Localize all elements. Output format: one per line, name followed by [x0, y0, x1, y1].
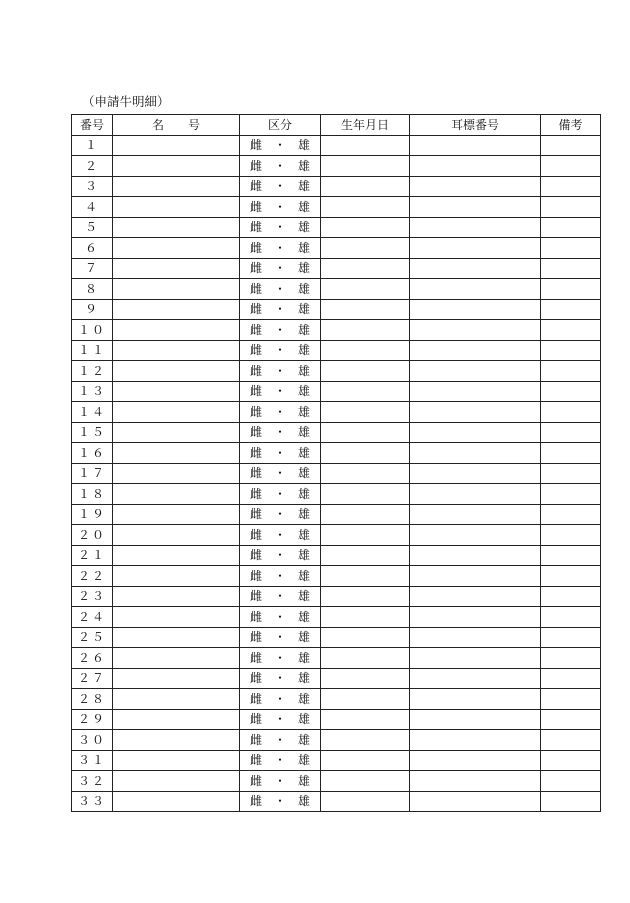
ear-tag-cell[interactable]: [410, 607, 541, 628]
table-row: [72, 525, 601, 546]
birth-date-cell[interactable]: [321, 340, 410, 361]
birth-date-cell[interactable]: [321, 361, 410, 382]
birth-date-cell[interactable]: [321, 156, 410, 177]
row-number: １６: [72, 443, 113, 464]
sex-choice-cell[interactable]: 雌 ・ 雄: [240, 627, 321, 648]
birth-date-cell[interactable]: [321, 525, 410, 546]
birth-date-cell[interactable]: [321, 463, 410, 484]
sex-choice-cell[interactable]: 雌 ・ 雄: [240, 443, 321, 464]
header-birth-date: 生年月日: [321, 115, 410, 136]
birth-date-cell[interactable]: [321, 484, 410, 505]
header-name: 名 号: [113, 115, 240, 136]
birth-date-cell[interactable]: [321, 217, 410, 238]
birth-date-cell[interactable]: [321, 750, 410, 771]
table-row: [72, 791, 601, 812]
table-row: [72, 689, 601, 710]
table-row: [72, 402, 601, 423]
table-row: [72, 627, 601, 648]
ear-tag-cell[interactable]: [410, 361, 541, 382]
ear-tag-cell[interactable]: [410, 381, 541, 402]
name-cell[interactable]: [113, 627, 240, 648]
table-row: [72, 217, 601, 238]
name-cell[interactable]: [113, 402, 240, 423]
ear-tag-cell[interactable]: [410, 586, 541, 607]
birth-date-cell[interactable]: [321, 545, 410, 566]
name-cell[interactable]: [113, 340, 240, 361]
row-number: ５: [72, 217, 113, 238]
sex-choice-cell[interactable]: 雌 ・ 雄: [240, 689, 321, 710]
remarks-cell[interactable]: [541, 402, 601, 423]
remarks-cell[interactable]: [541, 463, 601, 484]
name-cell[interactable]: [113, 176, 240, 197]
ear-tag-cell[interactable]: [410, 730, 541, 751]
name-cell[interactable]: [113, 689, 240, 710]
birth-date-cell[interactable]: [321, 320, 410, 341]
ear-tag-cell[interactable]: [410, 525, 541, 546]
birth-date-cell[interactable]: [321, 443, 410, 464]
table-row: [72, 197, 601, 218]
sex-choice-cell[interactable]: 雌 ・ 雄: [240, 176, 321, 197]
sex-choice-cell[interactable]: 雌 ・ 雄: [240, 156, 321, 177]
remarks-cell[interactable]: [541, 299, 601, 320]
row-number: １: [72, 135, 113, 156]
ear-tag-cell[interactable]: [410, 176, 541, 197]
birth-date-cell[interactable]: [321, 299, 410, 320]
table-row: [72, 422, 601, 443]
row-number: ２０: [72, 525, 113, 546]
ear-tag-cell[interactable]: [410, 750, 541, 771]
sex-choice-cell[interactable]: 雌 ・ 雄: [240, 607, 321, 628]
remarks-cell[interactable]: [541, 156, 601, 177]
remarks-cell[interactable]: [541, 361, 601, 382]
row-number: １２: [72, 361, 113, 382]
sex-choice-cell[interactable]: 雌 ・ 雄: [240, 197, 321, 218]
sex-choice-cell[interactable]: 雌 ・ 雄: [240, 361, 321, 382]
name-cell[interactable]: [113, 750, 240, 771]
remarks-cell[interactable]: [541, 320, 601, 341]
row-number: ２９: [72, 709, 113, 730]
row-number: １３: [72, 381, 113, 402]
row-number: １９: [72, 504, 113, 525]
ear-tag-cell[interactable]: [410, 689, 541, 710]
birth-date-cell[interactable]: [321, 504, 410, 525]
ear-tag-cell[interactable]: [410, 566, 541, 587]
sex-choice-cell[interactable]: 雌 ・ 雄: [240, 217, 321, 238]
name-cell[interactable]: [113, 299, 240, 320]
birth-date-cell[interactable]: [321, 402, 410, 423]
name-cell[interactable]: [113, 566, 240, 587]
sex-choice-cell[interactable]: 雌 ・ 雄: [240, 771, 321, 792]
remarks-cell[interactable]: [541, 791, 601, 812]
row-number: ２７: [72, 668, 113, 689]
remarks-cell[interactable]: [541, 586, 601, 607]
row-number: ２６: [72, 648, 113, 669]
name-cell[interactable]: [113, 217, 240, 238]
remarks-cell[interactable]: [541, 750, 601, 771]
birth-date-cell[interactable]: [321, 771, 410, 792]
birth-date-cell[interactable]: [321, 381, 410, 402]
row-number: １１: [72, 340, 113, 361]
table-row: [72, 709, 601, 730]
name-cell[interactable]: [113, 135, 240, 156]
table-row: [72, 320, 601, 341]
table-row: [72, 730, 601, 751]
sex-choice-cell[interactable]: 雌 ・ 雄: [240, 299, 321, 320]
name-cell[interactable]: [113, 607, 240, 628]
remarks-cell[interactable]: [541, 176, 601, 197]
birth-date-cell[interactable]: [321, 689, 410, 710]
header-category: 区分: [240, 115, 321, 136]
name-cell[interactable]: [113, 791, 240, 812]
sex-choice-cell[interactable]: 雌 ・ 雄: [240, 279, 321, 300]
ear-tag-cell[interactable]: [410, 648, 541, 669]
ear-tag-cell[interactable]: [410, 238, 541, 259]
name-cell[interactable]: [113, 730, 240, 751]
birth-date-cell[interactable]: [321, 197, 410, 218]
sex-choice-cell[interactable]: 雌 ・ 雄: [240, 320, 321, 341]
sex-choice-cell[interactable]: 雌 ・ 雄: [240, 422, 321, 443]
row-number: ２１: [72, 545, 113, 566]
sex-choice-cell[interactable]: 雌 ・ 雄: [240, 238, 321, 259]
ear-tag-cell[interactable]: [410, 463, 541, 484]
ear-tag-cell[interactable]: [410, 258, 541, 279]
row-number: １８: [72, 484, 113, 505]
ear-tag-cell[interactable]: [410, 791, 541, 812]
row-number: ４: [72, 197, 113, 218]
row-number: １４: [72, 402, 113, 423]
birth-date-cell[interactable]: [321, 730, 410, 751]
ear-tag-cell[interactable]: [410, 340, 541, 361]
remarks-cell[interactable]: [541, 484, 601, 505]
name-cell[interactable]: [113, 525, 240, 546]
remarks-cell[interactable]: [541, 197, 601, 218]
table-row: [72, 648, 601, 669]
table-row: [72, 771, 601, 792]
sex-choice-cell[interactable]: 雌 ・ 雄: [240, 668, 321, 689]
application-cattle-table: [71, 114, 601, 812]
table-row: [72, 381, 601, 402]
ear-tag-cell[interactable]: [410, 668, 541, 689]
table-body: [72, 135, 601, 812]
name-cell[interactable]: [113, 156, 240, 177]
sex-choice-cell[interactable]: 雌 ・ 雄: [240, 648, 321, 669]
birth-date-cell[interactable]: [321, 279, 410, 300]
birth-date-cell[interactable]: [321, 627, 410, 648]
remarks-cell[interactable]: [541, 340, 601, 361]
sex-choice-cell[interactable]: 雌 ・ 雄: [240, 402, 321, 423]
remarks-cell[interactable]: [541, 607, 601, 628]
table-row: [72, 258, 601, 279]
name-cell[interactable]: [113, 545, 240, 566]
sex-choice-cell[interactable]: 雌 ・ 雄: [240, 463, 321, 484]
sex-choice-cell[interactable]: 雌 ・ 雄: [240, 791, 321, 812]
table-row: [72, 176, 601, 197]
row-number: １５: [72, 422, 113, 443]
name-cell[interactable]: [113, 668, 240, 689]
sex-choice-cell[interactable]: 雌 ・ 雄: [240, 586, 321, 607]
ear-tag-cell[interactable]: [410, 402, 541, 423]
remarks-cell[interactable]: [541, 258, 601, 279]
name-cell[interactable]: [113, 648, 240, 669]
table-row: [72, 750, 601, 771]
row-number: ２: [72, 156, 113, 177]
sex-choice-cell[interactable]: 雌 ・ 雄: [240, 484, 321, 505]
sex-choice-cell[interactable]: 雌 ・ 雄: [240, 340, 321, 361]
table-row: [72, 545, 601, 566]
remarks-cell[interactable]: [541, 545, 601, 566]
name-cell[interactable]: [113, 422, 240, 443]
remarks-cell[interactable]: [541, 422, 601, 443]
table-row: [72, 135, 601, 156]
birth-date-cell[interactable]: [321, 422, 410, 443]
remarks-cell[interactable]: [541, 443, 601, 464]
sex-choice-cell[interactable]: 雌 ・ 雄: [240, 545, 321, 566]
name-cell[interactable]: [113, 709, 240, 730]
name-cell[interactable]: [113, 771, 240, 792]
name-cell[interactable]: [113, 238, 240, 259]
birth-date-cell[interactable]: [321, 607, 410, 628]
remarks-cell[interactable]: [541, 238, 601, 259]
ear-tag-cell[interactable]: [410, 709, 541, 730]
ear-tag-cell[interactable]: [410, 156, 541, 177]
table-row: [72, 279, 601, 300]
ear-tag-cell[interactable]: [410, 320, 541, 341]
remarks-cell[interactable]: [541, 730, 601, 751]
ear-tag-cell[interactable]: [410, 443, 541, 464]
row-number: １７: [72, 463, 113, 484]
header-remarks: 備考: [541, 115, 601, 136]
ear-tag-cell[interactable]: [410, 279, 541, 300]
sex-choice-cell[interactable]: 雌 ・ 雄: [240, 730, 321, 751]
table-row: [72, 238, 601, 259]
table-row: [72, 607, 601, 628]
sex-choice-cell[interactable]: 雌 ・ 雄: [240, 504, 321, 525]
birth-date-cell[interactable]: [321, 586, 410, 607]
name-cell[interactable]: [113, 463, 240, 484]
remarks-cell[interactable]: [541, 504, 601, 525]
table-row: [72, 463, 601, 484]
sex-choice-cell[interactable]: 雌 ・ 雄: [240, 750, 321, 771]
row-number: ７: [72, 258, 113, 279]
row-number: ３０: [72, 730, 113, 751]
birth-date-cell[interactable]: [321, 238, 410, 259]
table-row: [72, 504, 601, 525]
remarks-cell[interactable]: [541, 135, 601, 156]
remarks-cell[interactable]: [541, 279, 601, 300]
ear-tag-cell[interactable]: [410, 504, 541, 525]
birth-date-cell[interactable]: [321, 709, 410, 730]
sex-choice-cell[interactable]: 雌 ・ 雄: [240, 566, 321, 587]
sex-choice-cell[interactable]: 雌 ・ 雄: [240, 709, 321, 730]
name-cell[interactable]: [113, 484, 240, 505]
table-row: [72, 443, 601, 464]
remarks-cell[interactable]: [541, 525, 601, 546]
name-cell[interactable]: [113, 381, 240, 402]
remarks-cell[interactable]: [541, 771, 601, 792]
ear-tag-cell[interactable]: [410, 627, 541, 648]
row-number: ６: [72, 238, 113, 259]
remarks-cell[interactable]: [541, 648, 601, 669]
birth-date-cell[interactable]: [321, 648, 410, 669]
table-row: [72, 668, 601, 689]
table-row: [72, 484, 601, 505]
row-number: １０: [72, 320, 113, 341]
remarks-cell[interactable]: [541, 668, 601, 689]
birth-date-cell[interactable]: [321, 566, 410, 587]
birth-date-cell[interactable]: [321, 668, 410, 689]
name-cell[interactable]: [113, 504, 240, 525]
ear-tag-cell[interactable]: [410, 545, 541, 566]
row-number: ３１: [72, 750, 113, 771]
table-row: [72, 361, 601, 382]
ear-tag-cell[interactable]: [410, 299, 541, 320]
sex-choice-cell[interactable]: 雌 ・ 雄: [240, 525, 321, 546]
name-cell[interactable]: [113, 258, 240, 279]
ear-tag-cell[interactable]: [410, 771, 541, 792]
table-header-row: [72, 115, 601, 136]
row-number: ３３: [72, 791, 113, 812]
name-cell[interactable]: [113, 320, 240, 341]
table-row: [72, 586, 601, 607]
table-row: [72, 566, 601, 587]
row-number: ３: [72, 176, 113, 197]
ear-tag-cell[interactable]: [410, 484, 541, 505]
sex-choice-cell[interactable]: 雌 ・ 雄: [240, 258, 321, 279]
name-cell[interactable]: [113, 279, 240, 300]
ear-tag-cell[interactable]: [410, 422, 541, 443]
ear-tag-cell[interactable]: [410, 135, 541, 156]
remarks-cell[interactable]: [541, 217, 601, 238]
row-number: ２５: [72, 627, 113, 648]
table-row: [72, 156, 601, 177]
remarks-cell[interactable]: [541, 689, 601, 710]
name-cell[interactable]: [113, 443, 240, 464]
remarks-cell[interactable]: [541, 566, 601, 587]
row-number: ９: [72, 299, 113, 320]
birth-date-cell[interactable]: [321, 791, 410, 812]
birth-date-cell[interactable]: [321, 176, 410, 197]
row-number: ３２: [72, 771, 113, 792]
row-number: ２２: [72, 566, 113, 587]
sex-choice-cell[interactable]: 雌 ・ 雄: [240, 135, 321, 156]
name-cell[interactable]: [113, 361, 240, 382]
name-cell[interactable]: [113, 586, 240, 607]
table-row: [72, 340, 601, 361]
name-cell[interactable]: [113, 197, 240, 218]
table-row: [72, 299, 601, 320]
header-ear-tag-number: 耳標番号: [410, 115, 541, 136]
row-number: ８: [72, 279, 113, 300]
ear-tag-cell[interactable]: [410, 217, 541, 238]
sex-choice-cell[interactable]: 雌 ・ 雄: [240, 381, 321, 402]
row-number: ２４: [72, 607, 113, 628]
row-number: ２８: [72, 689, 113, 710]
remarks-cell[interactable]: [541, 709, 601, 730]
header-number: 番号: [72, 115, 113, 136]
row-number: ２３: [72, 586, 113, 607]
birth-date-cell[interactable]: [321, 135, 410, 156]
remarks-cell[interactable]: [541, 627, 601, 648]
birth-date-cell[interactable]: [321, 258, 410, 279]
form-caption: （申請牛明細）: [82, 94, 170, 109]
remarks-cell[interactable]: [541, 381, 601, 402]
ear-tag-cell[interactable]: [410, 197, 541, 218]
